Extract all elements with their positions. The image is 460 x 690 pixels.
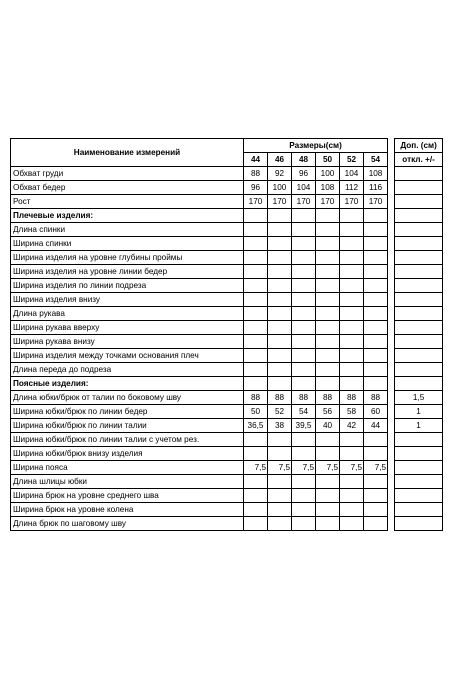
table-row (11, 363, 443, 377)
size-value-cell (268, 209, 292, 223)
size-value-cell (340, 363, 364, 377)
measurement-name: Длина спинки (11, 223, 244, 237)
size-value-cell (292, 307, 316, 321)
size-value-cell (316, 503, 340, 517)
size-value-cell (268, 377, 292, 391)
table-row (11, 349, 443, 363)
gap-cell (388, 321, 395, 335)
gap-cell (388, 517, 395, 531)
measurement-name: Обхват груди (11, 167, 244, 181)
table-row (11, 279, 443, 293)
size-value-cell: 52 (268, 405, 292, 419)
size-value-cell (340, 279, 364, 293)
measurement-name: Обхват бедер (11, 181, 244, 195)
tolerance-cell (395, 349, 443, 363)
size-value-cell: 56 (316, 405, 340, 419)
tolerance-cell (395, 447, 443, 461)
table-row (11, 461, 443, 475)
size-value-cell: 88 (244, 391, 268, 405)
size-value-cell (340, 349, 364, 363)
size-value-cell: 170 (316, 195, 340, 209)
size-value-cell: 50 (244, 405, 268, 419)
tolerance-cell (395, 335, 443, 349)
measurement-name: Длина брюк по шаговому шву (11, 517, 244, 531)
size-value-cell: 170 (268, 195, 292, 209)
size-value-cell (340, 447, 364, 461)
size-value-cell (244, 475, 268, 489)
size-value-cell (244, 363, 268, 377)
size-value-cell (340, 377, 364, 391)
size-value-cell (340, 517, 364, 531)
gap-cell (388, 237, 395, 251)
size-value-cell: 60 (364, 405, 388, 419)
size-value-cell (292, 265, 316, 279)
size-value-cell: 170 (340, 195, 364, 209)
size-value-cell (340, 503, 364, 517)
size-value-cell (316, 433, 340, 447)
size-value-cell (364, 293, 388, 307)
measurement-name: Ширина рукава вверху (11, 321, 244, 335)
tolerance-cell (395, 503, 443, 517)
size-value-cell (316, 307, 340, 321)
table-row (11, 167, 443, 181)
size-value-cell (316, 279, 340, 293)
tolerance-cell (395, 265, 443, 279)
table-row (11, 419, 443, 433)
size-value-cell (340, 489, 364, 503)
tolerance-cell (395, 475, 443, 489)
measurement-name: Ширина пояса (11, 461, 244, 475)
size-value-cell (244, 503, 268, 517)
size-value-cell (292, 251, 316, 265)
size-value-cell (268, 363, 292, 377)
size-value-cell: 108 (364, 167, 388, 181)
size-value-cell (316, 447, 340, 461)
section-title: Плечевые изделия: (11, 209, 244, 223)
size-value-cell: 108 (316, 181, 340, 195)
size-value-cell (244, 433, 268, 447)
size-value-cell (292, 377, 316, 391)
size-value-cell (268, 293, 292, 307)
size-value-cell (292, 433, 316, 447)
size-value-cell: 100 (316, 167, 340, 181)
size-value-cell (364, 237, 388, 251)
measurement-name: Длина юбки/брюк от талии по боковому шву (11, 391, 244, 405)
size-value-cell: 92 (268, 167, 292, 181)
size-value-cell (268, 433, 292, 447)
tolerance-cell: 1,5 (395, 391, 443, 405)
header-name-label: Наименование измерений (11, 139, 244, 167)
size-header: 52 (340, 153, 364, 167)
measurement-name: Ширина юбки/брюк по линии талии с учетом рез. (11, 433, 244, 447)
header-row-1 (11, 139, 443, 153)
size-value-cell: 7,5 (364, 461, 388, 475)
size-value-cell: 39,5 (292, 419, 316, 433)
tolerance-cell (395, 321, 443, 335)
size-value-cell (268, 265, 292, 279)
size-value-cell (268, 279, 292, 293)
size-value-cell (364, 335, 388, 349)
tolerance-cell (395, 489, 443, 503)
tolerance-cell (395, 223, 443, 237)
size-value-cell: 88 (340, 391, 364, 405)
size-value-cell: 88 (268, 391, 292, 405)
size-value-cell (364, 321, 388, 335)
table-row (11, 195, 443, 209)
measurement-name: Ширина брюк на уровне среднего шва (11, 489, 244, 503)
size-value-cell (364, 475, 388, 489)
size-value-cell (316, 517, 340, 531)
size-value-cell: 7,5 (316, 461, 340, 475)
table-row (11, 265, 443, 279)
measurement-name: Длина переда до подреза (11, 363, 244, 377)
gap-cell (388, 489, 395, 503)
table-row (11, 433, 443, 447)
size-value-cell: 112 (340, 181, 364, 195)
size-value-cell: 7,5 (292, 461, 316, 475)
gap-cell (388, 167, 395, 181)
size-value-cell: 7,5 (268, 461, 292, 475)
measurement-name: Рост (11, 195, 244, 209)
size-value-cell (364, 265, 388, 279)
size-value-cell: 100 (268, 181, 292, 195)
size-value-cell (316, 237, 340, 251)
size-value-cell (268, 237, 292, 251)
header-sizes-label: Размеры(см) (244, 139, 388, 153)
size-value-cell (316, 363, 340, 377)
size-value-cell (244, 265, 268, 279)
size-header: 48 (292, 153, 316, 167)
size-value-cell (364, 251, 388, 265)
gap-cell (388, 475, 395, 489)
gap-cell (388, 209, 395, 223)
table-row (11, 251, 443, 265)
gap-cell (388, 293, 395, 307)
gap-cell (388, 335, 395, 349)
size-value-cell (364, 349, 388, 363)
size-value-cell (364, 489, 388, 503)
size-value-cell (316, 223, 340, 237)
size-value-cell: 104 (292, 181, 316, 195)
size-value-cell: 88 (316, 391, 340, 405)
size-value-cell (340, 223, 364, 237)
size-value-cell (340, 335, 364, 349)
tolerance-cell (395, 279, 443, 293)
tolerance-cell (395, 307, 443, 321)
size-value-cell (364, 503, 388, 517)
tolerance-cell (395, 195, 443, 209)
tolerance-cell: 1 (395, 405, 443, 419)
table-row (11, 517, 443, 531)
size-value-cell (340, 307, 364, 321)
size-value-cell (316, 293, 340, 307)
size-value-cell (364, 433, 388, 447)
size-value-cell: 44 (364, 419, 388, 433)
size-value-cell (244, 377, 268, 391)
size-value-cell: 36,5 (244, 419, 268, 433)
size-value-cell (244, 279, 268, 293)
size-value-cell: 54 (292, 405, 316, 419)
measurement-table (10, 138, 443, 531)
tolerance-cell (395, 517, 443, 531)
size-value-cell (316, 321, 340, 335)
size-value-cell (244, 517, 268, 531)
size-value-cell (244, 223, 268, 237)
size-value-cell (364, 279, 388, 293)
measurement-name: Ширина спинки (11, 237, 244, 251)
table-row (11, 503, 443, 517)
size-value-cell (316, 475, 340, 489)
gap-cell (388, 377, 395, 391)
table-row (11, 335, 443, 349)
gap-cell (388, 419, 395, 433)
size-value-cell (292, 293, 316, 307)
size-value-cell (268, 503, 292, 517)
size-value-cell: 96 (292, 167, 316, 181)
size-value-cell (244, 251, 268, 265)
table-row (11, 181, 443, 195)
size-value-cell (292, 223, 316, 237)
size-value-cell (268, 251, 292, 265)
tolerance-cell (395, 377, 443, 391)
size-value-cell (268, 475, 292, 489)
size-value-cell (268, 223, 292, 237)
size-header: 50 (316, 153, 340, 167)
size-value-cell (268, 321, 292, 335)
gap-cell (388, 461, 395, 475)
size-value-cell (244, 209, 268, 223)
gap-cell (388, 195, 395, 209)
gap-cell (388, 349, 395, 363)
size-value-cell (364, 517, 388, 531)
measurement-name: Ширина изделия на уровне глубины проймы (11, 251, 244, 265)
gap-cell (388, 251, 395, 265)
size-value-cell (340, 237, 364, 251)
measurement-name: Ширина изделия между точками основания плеч (11, 349, 244, 363)
size-value-cell (340, 209, 364, 223)
size-value-cell (340, 433, 364, 447)
measurement-name: Ширина изделия на уровне линии бедер (11, 265, 244, 279)
size-value-cell: 96 (244, 181, 268, 195)
size-value-cell (292, 489, 316, 503)
size-value-cell (316, 251, 340, 265)
gap-cell (388, 433, 395, 447)
size-value-cell (316, 349, 340, 363)
size-value-cell (340, 293, 364, 307)
table-row (11, 489, 443, 503)
section-row (11, 377, 443, 391)
size-value-cell (244, 237, 268, 251)
gap-cell (388, 181, 395, 195)
table-row (11, 223, 443, 237)
table-row (11, 405, 443, 419)
size-value-cell: 38 (268, 419, 292, 433)
size-value-cell (244, 489, 268, 503)
tolerance-cell (395, 461, 443, 475)
size-value-cell (244, 307, 268, 321)
size-chart (10, 138, 442, 531)
size-value-cell: 170 (292, 195, 316, 209)
size-value-cell (316, 489, 340, 503)
gap-cell (388, 279, 395, 293)
tolerance-cell (395, 209, 443, 223)
size-value-cell (364, 363, 388, 377)
size-value-cell (292, 209, 316, 223)
size-value-cell (268, 489, 292, 503)
size-value-cell (292, 237, 316, 251)
measurement-name: Ширина юбки/брюк по линии талии (11, 419, 244, 433)
size-value-cell (268, 517, 292, 531)
table-row (11, 307, 443, 321)
size-value-cell (268, 349, 292, 363)
size-value-cell: 88 (364, 391, 388, 405)
table-row (11, 293, 443, 307)
size-value-cell (292, 517, 316, 531)
size-value-cell (364, 209, 388, 223)
size-value-cell (316, 335, 340, 349)
gap-cell (388, 447, 395, 461)
gap-cell (388, 503, 395, 517)
header-dop-label: Доп. (см) (395, 139, 443, 153)
gap-cell (388, 265, 395, 279)
size-value-cell (292, 349, 316, 363)
section-title: Поясные изделия: (11, 377, 244, 391)
gap-cell (388, 307, 395, 321)
size-value-cell: 58 (340, 405, 364, 419)
size-value-cell: 170 (244, 195, 268, 209)
gap-cell (388, 391, 395, 405)
size-value-cell: 88 (244, 167, 268, 181)
measurement-name: Ширина изделия по линии подреза (11, 279, 244, 293)
size-value-cell: 104 (340, 167, 364, 181)
size-value-cell (244, 293, 268, 307)
header-tolerance-label: откл. +/- (395, 153, 443, 167)
size-header: 46 (268, 153, 292, 167)
size-value-cell: 7,5 (244, 461, 268, 475)
size-value-cell: 40 (316, 419, 340, 433)
table-row (11, 391, 443, 405)
measurement-name: Ширина брюк на уровне колена (11, 503, 244, 517)
size-value-cell (316, 377, 340, 391)
size-value-cell (268, 447, 292, 461)
size-value-cell (340, 251, 364, 265)
size-value-cell (268, 335, 292, 349)
size-value-cell: 42 (340, 419, 364, 433)
measurement-name: Ширина юбки/брюк по линии бедер (11, 405, 244, 419)
table-row (11, 321, 443, 335)
size-value-cell (244, 335, 268, 349)
gap-cell (388, 405, 395, 419)
tolerance-cell (395, 433, 443, 447)
size-value-cell (268, 307, 292, 321)
size-value-cell (340, 475, 364, 489)
size-value-cell (292, 447, 316, 461)
tolerance-cell (395, 363, 443, 377)
tolerance-cell (395, 293, 443, 307)
size-header: 44 (244, 153, 268, 167)
measurement-name: Ширина рукава внизу (11, 335, 244, 349)
size-value-cell (244, 321, 268, 335)
gap-cell (388, 363, 395, 377)
table-row (11, 447, 443, 461)
section-row (11, 209, 443, 223)
tolerance-cell: 1 (395, 419, 443, 433)
size-value-cell (316, 265, 340, 279)
measurement-name: Длина шлицы юбки (11, 475, 244, 489)
table-row (11, 237, 443, 251)
size-value-cell (292, 475, 316, 489)
size-header: 54 (364, 153, 388, 167)
size-value-cell (292, 321, 316, 335)
size-value-cell (244, 349, 268, 363)
size-value-cell (292, 279, 316, 293)
size-value-cell (292, 503, 316, 517)
measurement-name: Длина рукава (11, 307, 244, 321)
size-value-cell (364, 447, 388, 461)
size-value-cell (364, 307, 388, 321)
size-value-cell (292, 363, 316, 377)
size-value-cell (364, 223, 388, 237)
size-value-cell (340, 321, 364, 335)
size-value-cell: 170 (364, 195, 388, 209)
size-value-cell (292, 335, 316, 349)
tolerance-cell (395, 167, 443, 181)
gap-cell (388, 223, 395, 237)
size-value-cell (316, 209, 340, 223)
size-value-cell (244, 447, 268, 461)
size-value-cell (340, 265, 364, 279)
measurement-name: Ширина юбки/брюк внизу изделия (11, 447, 244, 461)
measurement-name: Ширина изделия внизу (11, 293, 244, 307)
size-value-cell (364, 377, 388, 391)
tolerance-cell (395, 181, 443, 195)
table-row (11, 475, 443, 489)
size-value-cell: 88 (292, 391, 316, 405)
size-value-cell: 116 (364, 181, 388, 195)
tolerance-cell (395, 251, 443, 265)
size-value-cell: 7,5 (340, 461, 364, 475)
gap-cell (388, 139, 395, 167)
tolerance-cell (395, 237, 443, 251)
